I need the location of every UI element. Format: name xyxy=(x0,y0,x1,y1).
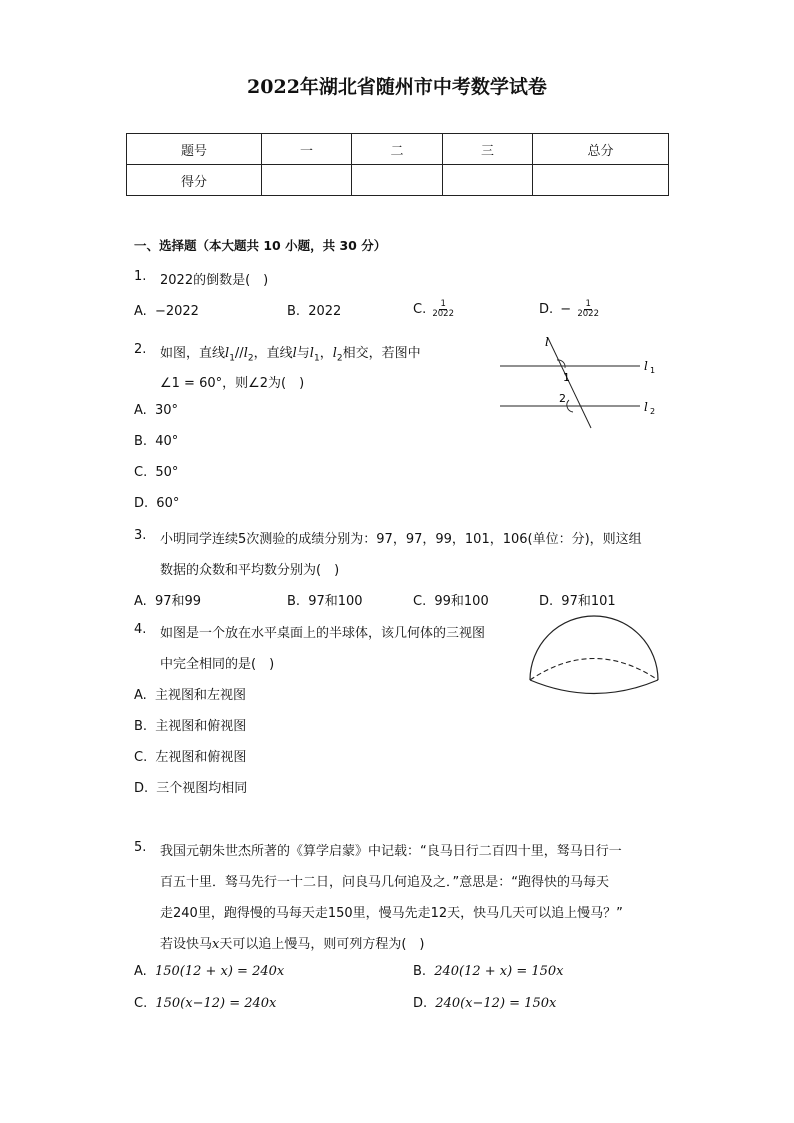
math-symbol: l xyxy=(292,346,297,361)
q5-text: 若设快马 xyxy=(160,937,213,952)
option-equation: 240(x−12) = 150x xyxy=(435,996,557,1011)
score-cell xyxy=(443,165,533,196)
q4-line1: 如图是一个放在水平桌面上的半球体，该几何体的三视图 xyxy=(160,626,486,641)
q3-option-b xyxy=(287,590,363,609)
label-l: l xyxy=(545,335,549,349)
q1-number: 1. xyxy=(134,269,147,284)
option-label: C. xyxy=(134,465,148,480)
q2-text: ，直线 xyxy=(253,346,293,361)
label-l2: l xyxy=(644,400,648,414)
option-text: 2022 xyxy=(308,304,342,319)
q5-option-a xyxy=(134,964,284,979)
hemisphere-figure xyxy=(526,612,662,688)
q1-option-d xyxy=(539,300,599,319)
option-text: 97和99 xyxy=(154,594,202,609)
option-label: B. xyxy=(134,434,148,449)
option-label: D. xyxy=(539,594,554,609)
q2-option-a xyxy=(134,403,178,418)
q1-option-c xyxy=(413,300,454,319)
q4-option-d xyxy=(134,777,247,796)
fraction-numerator: 1 xyxy=(440,299,446,309)
subscript: 1 xyxy=(313,353,320,364)
q4-option-c xyxy=(134,746,246,765)
option-text: 30° xyxy=(154,403,178,418)
option-label: D. xyxy=(413,996,428,1011)
label-l1-sub: 1 xyxy=(650,366,656,375)
q5-text: 天可以追上慢马，则可列方程为( ) xyxy=(219,937,425,952)
q5-number: 5. xyxy=(134,840,147,855)
q2-text: 相交，若图中 xyxy=(342,346,421,361)
q2-option-d xyxy=(134,496,179,511)
q3-option-d xyxy=(539,590,616,609)
math-symbol: l xyxy=(225,346,230,361)
q2-number: 2. xyxy=(134,342,147,357)
option-text: 97和101 xyxy=(561,594,616,609)
score-table-row-label: 得分 xyxy=(127,165,262,196)
label-angle-2: 2 xyxy=(559,392,566,405)
option-equation: 150(x−12) = 240x xyxy=(155,996,277,1011)
math-symbol: x xyxy=(212,937,220,952)
q4-number: 4. xyxy=(134,622,147,637)
option-label: C. xyxy=(413,594,427,609)
q5-option-c xyxy=(134,996,276,1011)
q2-figure xyxy=(495,332,665,432)
q2-text: ， xyxy=(319,346,333,361)
option-label: B. xyxy=(134,719,148,734)
option-label: B. xyxy=(287,304,301,319)
parallel-symbol: // xyxy=(234,346,244,361)
label-l1: l xyxy=(644,359,648,373)
option-label: B. xyxy=(413,964,427,979)
score-table-header-cell: 三 xyxy=(443,134,533,165)
subscript: 2 xyxy=(247,353,254,364)
score-table-score-row xyxy=(127,165,669,196)
label-l2-sub: 2 xyxy=(650,407,656,416)
option-equation: 240(12 + x) = 150x xyxy=(434,964,564,979)
score-table-header-cell: 题号 xyxy=(127,134,262,165)
score-table-header-row xyxy=(127,134,669,165)
option-label: A. xyxy=(134,594,147,609)
option-text: 左视图和俯视图 xyxy=(155,750,247,765)
option-text: 40° xyxy=(155,434,179,449)
option-text: 三个视图均相同 xyxy=(156,781,248,796)
option-label: A. xyxy=(134,688,147,703)
option-text: 主视图和俯视图 xyxy=(155,719,247,734)
q2-text: 如图，直线 xyxy=(160,346,226,361)
q5-option-b xyxy=(413,964,564,979)
option-text: 60° xyxy=(156,496,180,511)
option-label: D. xyxy=(134,496,149,511)
option-label: D. xyxy=(134,781,149,796)
subscript: 2 xyxy=(336,353,343,364)
fraction xyxy=(577,300,599,319)
q4-option-b xyxy=(134,715,246,734)
fraction-numerator: 1 xyxy=(585,299,591,309)
hemisphere-front-edge xyxy=(530,680,658,694)
score-cell xyxy=(533,165,669,196)
fraction xyxy=(432,300,454,319)
q5-option-d xyxy=(413,996,556,1011)
score-table xyxy=(126,133,669,196)
section-heading: 一、选择题（本大题共 10 小题，共 30 分） xyxy=(134,238,387,253)
option-label: C. xyxy=(134,996,148,1011)
hemisphere-back-edge xyxy=(530,659,658,681)
q4-line2: 中完全相同的是( ) xyxy=(160,657,275,672)
minus-sign: − xyxy=(560,302,572,317)
q3-line1: 小明同学连续5次测验的成绩分别为：97，97，99，101，106(单位：分)，则这组 xyxy=(160,532,642,547)
q2-option-b xyxy=(134,434,178,449)
q2-option-c xyxy=(134,465,178,480)
option-label: A. xyxy=(134,964,147,979)
option-text: −2022 xyxy=(154,304,199,319)
score-table-header-cell: 一 xyxy=(262,134,352,165)
math-symbol: l xyxy=(243,346,248,361)
score-cell xyxy=(262,165,352,196)
q1-option-b xyxy=(287,304,341,319)
option-label: A. xyxy=(134,403,147,418)
q1-option-a xyxy=(134,304,199,319)
option-text: 99和100 xyxy=(434,594,489,609)
hemisphere-outline xyxy=(530,616,658,680)
label-angle-1: 1 xyxy=(563,371,570,384)
q3-line2: 数据的众数和平均数分别为( ) xyxy=(160,563,340,578)
option-label: B. xyxy=(287,594,301,609)
q2-text: 与 xyxy=(296,346,310,361)
q5-line1: 我国元朝朱世杰所著的《算学启蒙》中记载：“良马日行二百四十里，驽马日行一 xyxy=(160,844,622,859)
q3-option-a xyxy=(134,590,201,609)
q3-option-c xyxy=(413,590,489,609)
q5-line2: 百五十里．驽马先行一十二日，问良马几何追及之．”意思是：“跑得快的马每天 xyxy=(160,875,609,890)
option-equation: 150(12 + x) = 240x xyxy=(154,964,285,979)
option-label: C. xyxy=(413,302,427,317)
fraction-denominator: 2022 xyxy=(432,309,454,319)
q2-stem-line2: ∠1 = 60°，则∠2为( ) xyxy=(160,376,305,391)
option-label: D. xyxy=(539,302,554,317)
angle-1-arc xyxy=(557,360,565,368)
option-label: C. xyxy=(134,750,148,765)
option-label: A. xyxy=(134,304,147,319)
q2-stem-line1 xyxy=(160,342,421,364)
fraction-denominator: 2022 xyxy=(577,309,599,319)
math-symbol: l xyxy=(309,346,314,361)
score-cell xyxy=(352,165,443,196)
option-text: 97和100 xyxy=(308,594,363,609)
subscript: 1 xyxy=(229,353,235,364)
score-table-header-cell: 二 xyxy=(352,134,443,165)
q1-stem: 2022的倒数是( ) xyxy=(160,273,269,288)
math-symbol: l xyxy=(332,346,337,361)
q5-line4 xyxy=(160,933,425,952)
q3-number: 3. xyxy=(134,528,147,543)
page-title: 2022年湖北省随州市中考数学试卷 xyxy=(247,76,547,98)
q5-line3: 走240里，跑得慢的马每天走150里，慢马先走12天，快马几天可以追上慢马？” xyxy=(160,906,623,921)
score-table-header-cell: 总分 xyxy=(533,134,669,165)
option-text: 主视图和左视图 xyxy=(154,688,246,703)
q4-option-a xyxy=(134,684,246,703)
option-text: 50° xyxy=(155,465,179,480)
